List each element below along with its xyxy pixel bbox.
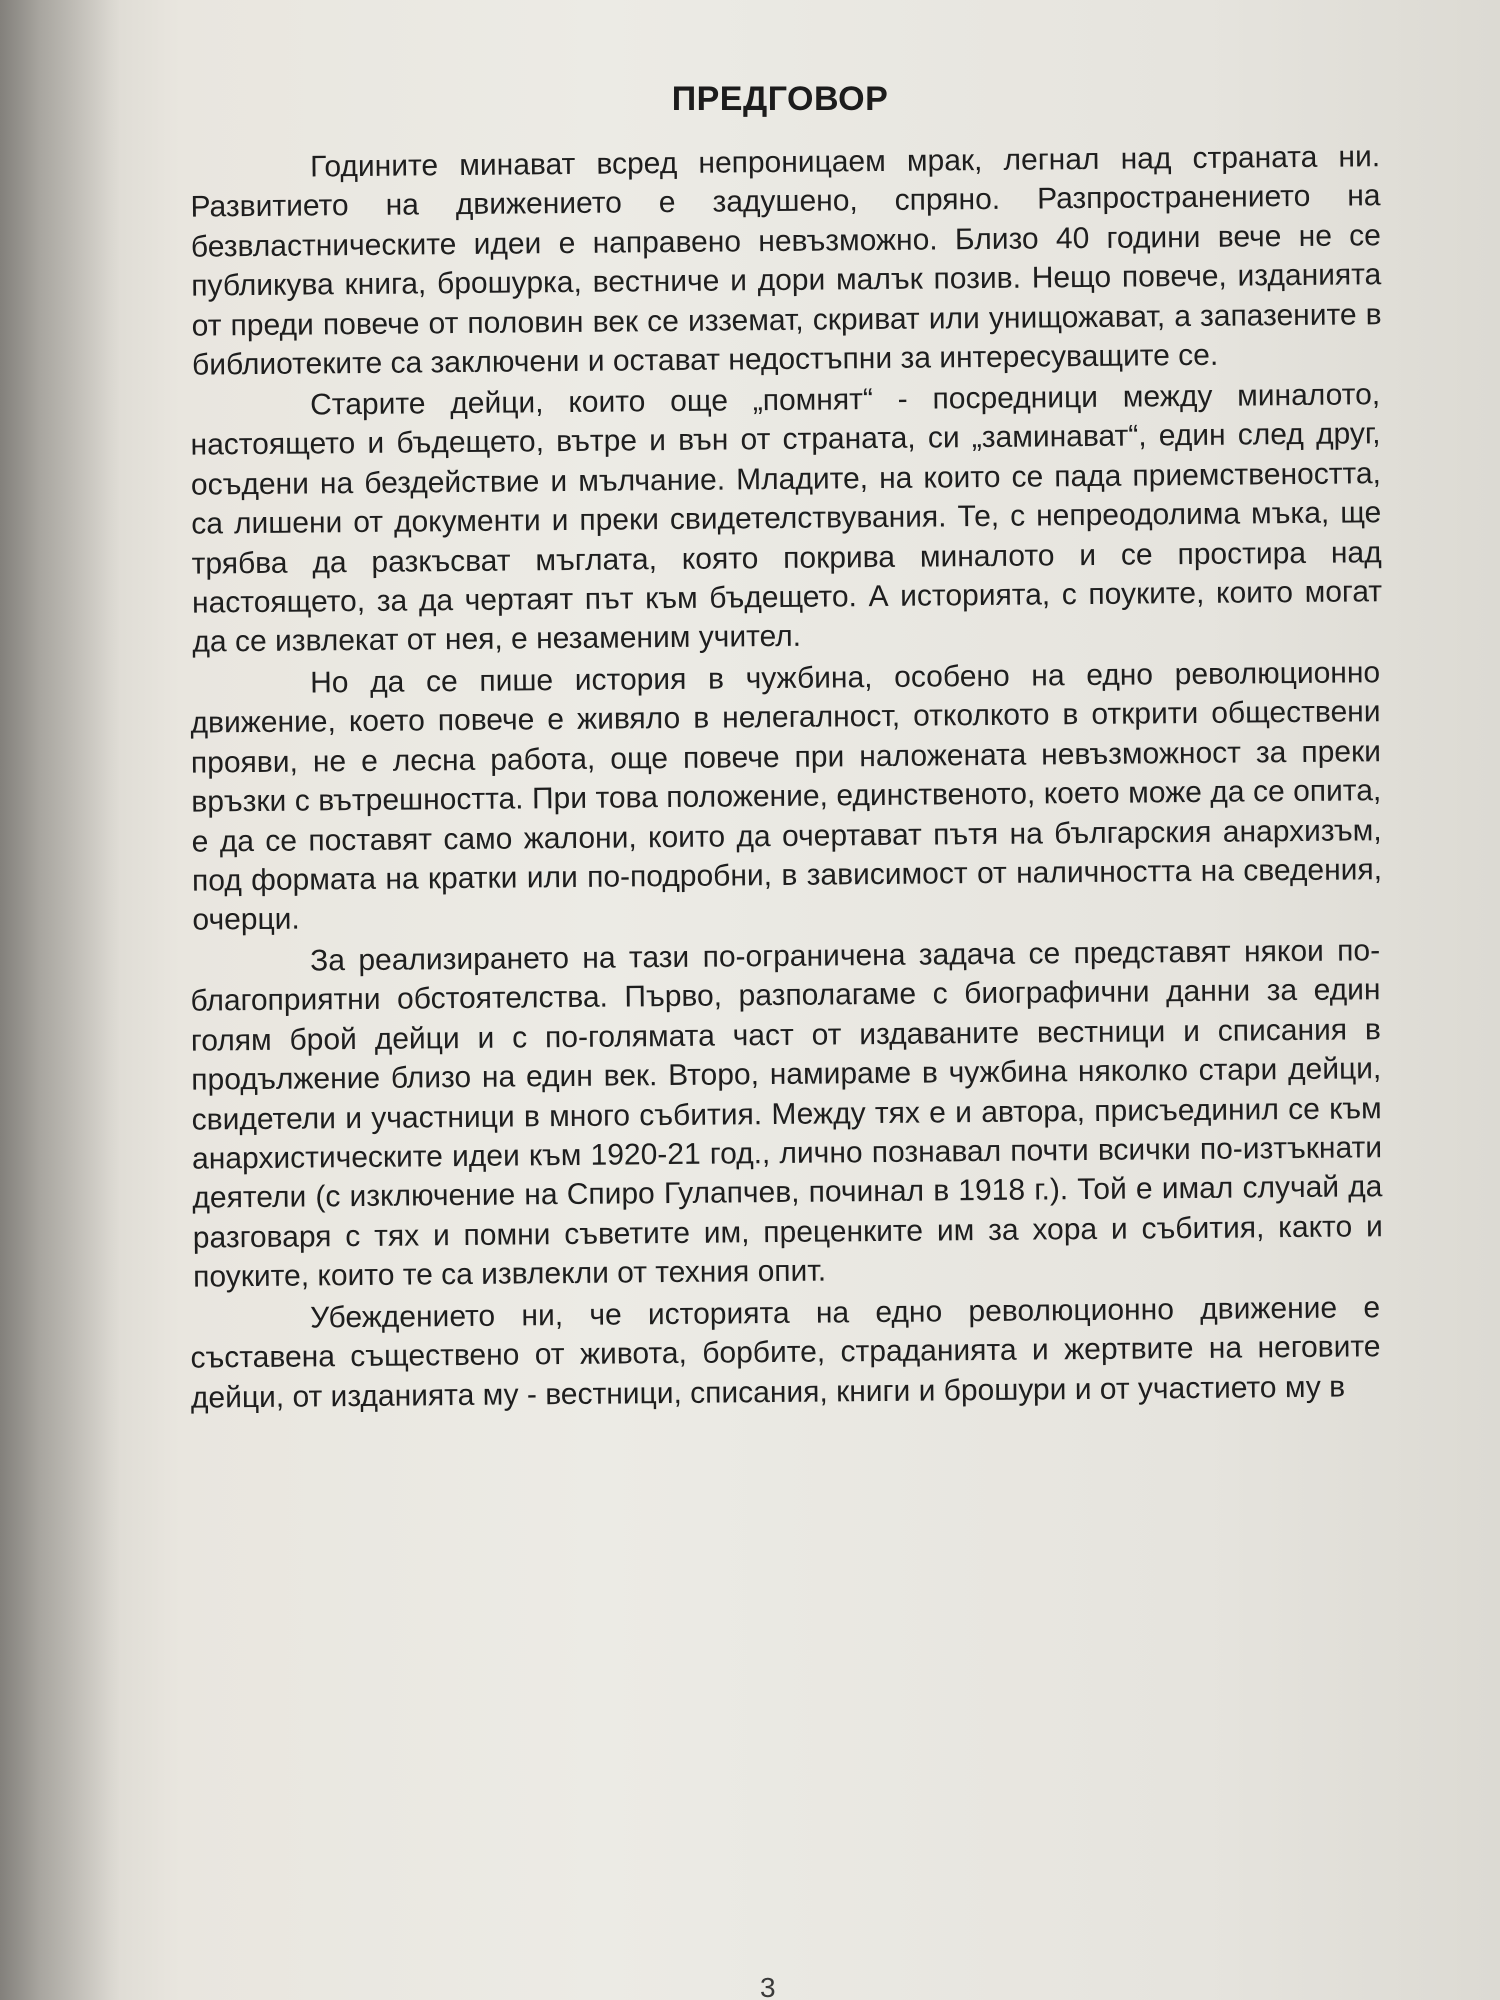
paragraph-2: Старите дейци, които още „помнят“ - посредници между миналото, настоящето и бъдещето, вътре и вън от страната, си „заминават“, един след друг, осъдени на бездействие и мълчание. Младите, на които се пада приемствеността, са лишени от документи и преки свидетелствувания. Те, с непреодолима мъка, ще трябва да разкъсват мъглата, която покрива миналото и се простира над настоящето, за да чертаят път към бъдещето. А историята, с поуките, които могат да се извлекат от нея, е незаменим учител. (190, 378, 1383, 660)
page (150, 60, 1390, 2000)
paragraph-3: Но да се пише история в чужбина, особено на едно революционно движение, което повече е живяло в нелегалност, отколкото в открити обществени прояви, не е лесна работа, още повече при наложената невъзможност за преки връзки с вътрешността. При това положение, единственото, което може да се опита, е да се поставят само жалони, които да очертават пътя на българския анархизъм, под формата на кратки или по-подробни, в зависимост от наличността на сведения, очерци. (190, 656, 1383, 938)
gutter-shadow (0, 0, 120, 2000)
paragraph-4: За реализирането на тази по-ограничена задача се представят някои по-благоприятни обстоятелства. Първо, разполагаме с биографични данни за един голям брой дейци и с по-голямата част от издаваните вестници и списания в продължение близо на един век. Второ, намираме в чужбина няколко стари дейци, свидетели и участници в много събития. Между тях е и автора, присъединил се към анархистическите идеи към 1920-21 год., лично познавал почти всички по-изтъкнати деятели (с изключение на Спиро Гулапчев, починал в 1918 г.). Той е имал случай да разговаря с тях и помни съветите им, преценките им за хора и събития, както и поуките, които те са извлекли от техния опит. (190, 934, 1383, 1294)
paragraph-1: Годините минават всред непроницаем мрак, легнал над страната ни. Развитието на движението е задушено, спряно. Разпространението на безвластническите идеи е направено невъзможно. Близо 40 години вече не се публикува книга, брошурка, вестниче и дори малък позив. Нещо повече, изданията от преди повече от половин век се изземат, скриват или унищожават, а запазените в библиотеките са заключени и остават недостъпни за интересуващите се. (190, 140, 1382, 382)
paragraph-5: Убеждението ни, че историята на едно революционно движение е съставена съществено от живота, борбите, страданията и жертвите на неговите дейци, от изданията му - вестници, списания, книги и брошури и от участието му в (190, 1290, 1381, 1415)
page-title: ПРЕДГОВОР (671, 80, 889, 118)
page-number: 3 (760, 1972, 776, 2000)
